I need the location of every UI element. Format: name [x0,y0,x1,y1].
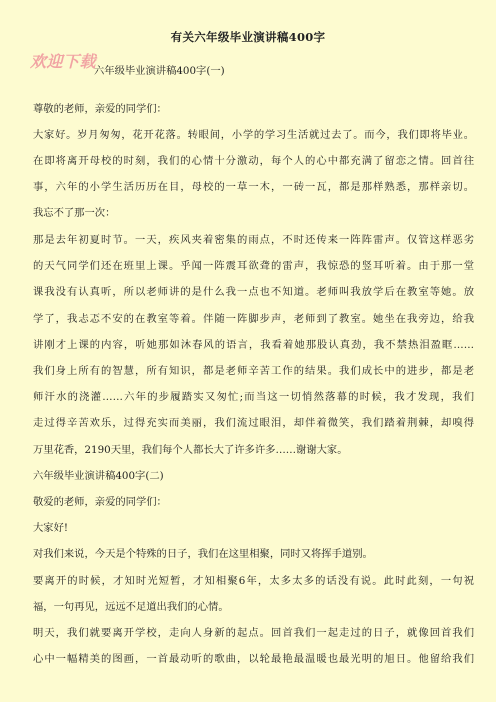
paragraph-line: 学了，我忐忑不安的在教室等着。伴随一阵脚步声，老师到了教室。她坐在我旁边，给我 [33,313,474,325]
paragraph-line: 事，六年的小学生活历历在目，母校的一草一木，一砖一瓦，都是那样熟悉，那样亲切。 [33,181,474,193]
salutation-2: 敬爱的老师，亲爱的同学们： [33,496,167,508]
welcome-download-watermark: 欢迎下载 [30,52,97,71]
document-title: 有关六年级毕业演讲稿400字 [170,30,326,44]
paragraph-line: 我忘不了那一次： [33,207,116,219]
paragraph-line: 走过得辛苦欢乐，过得充实而美丽，我们流过眼泪，却伴着微笑，我们踏着荆棘，却嗅得 [33,417,474,429]
salutation-1: 尊敬的老师，亲爱的同学们： [33,103,167,115]
paragraph-line: 我们身上所有的智慧，所有知识，都是老师辛苦工作的结果。我们成长中的进步，都是老 [33,365,474,377]
paragraph-line: 要离开的时候，才知时光短暂，才知相聚6年，太多太多的话没有说。此时此刻，一句祝 [33,575,474,587]
paragraph-line: 福，一句再见，远远不足道出我们的心情。 [33,601,229,613]
paragraph-line: 大家好。岁月匆匆，花开花落。转眼间，小学的学习生活就过去了。而今，我们即将毕业。 [33,129,474,141]
paragraph-line: 课我没有认真听，所以老师讲的是什么我一点也不知道。老师叫我放学后在教室等她。放 [33,286,474,298]
greeting: 大家好! [33,522,69,534]
paragraph-line: 明天，我们就要离开学校，走向人身新的起点。回首我们一起走过的日子，就像回首我们 [33,627,474,639]
paragraph-line: 心中一幅精美的图画，一首最动听的歌曲，以轮最艳最温暖也最光明的旭日。他留给我们 [33,653,474,665]
section-heading-2: 六年级毕业演讲稿400字(二) [33,470,164,482]
paragraph-line: 的天气同学们还在班里上课。乎闻一阵震耳欲聋的雷声，我惊恐的竖耳听着。由于那一堂 [33,260,474,272]
paragraph-line: 万里花香，2190天里，我们每个人都长大了许多许多……谢谢大家。 [33,444,348,456]
section-heading-1: 六年级毕业演讲稿400字(一) [94,65,225,77]
paragraph-line: 对我们来说，今天是个特殊的日子，我们在这里相聚，同时又将挥手道别。 [33,548,373,560]
paragraph-line: 那是去年初夏时节。一天，疾风夹着密集的雨点，不时还传来一阵阵雷声。仅管这样恶劣 [33,234,474,246]
paragraph-line: 师汗水的浇灌……六年的步履踏实又匆忙;而当这一切悄然落幕的时候，我才发现，我们 [33,391,474,403]
paragraph-line: 讲刚才上课的内容，听她那如沐春风的语言，我看着她那股认真劲，我不禁热泪盈眶…… [33,339,474,351]
paragraph-line: 在即将离开母校的时刻，我们的心情十分激动，每个人的心中都充满了留恋之情。回首往 [33,155,474,167]
